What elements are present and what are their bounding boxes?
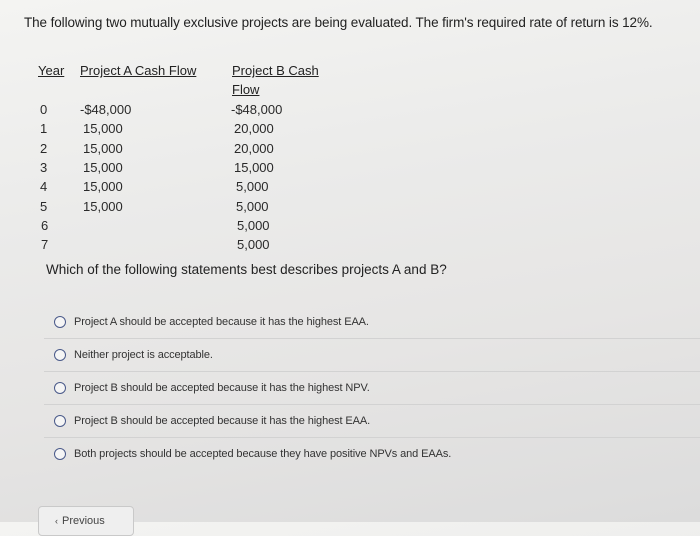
radio-button[interactable] <box>54 382 66 394</box>
project-b-cell: 5,000 <box>236 179 269 194</box>
project-b-cell: 20,000 <box>234 121 274 136</box>
answer-options <box>44 306 700 470</box>
answer-option[interactable] <box>44 405 700 438</box>
project-a-cell: 15,000 <box>83 121 123 136</box>
year-cell: 0 <box>40 102 48 117</box>
question-text: The following two mutually exclusive projects are being evaluated. The firm's required rate of return is 12%. <box>24 15 653 30</box>
answer-option[interactable] <box>44 306 700 339</box>
chevron-left-icon: ‹ <box>55 516 58 526</box>
year-cell: 3 <box>40 160 48 175</box>
answer-option-label: Project B should be accepted because it has the highest EAA. <box>74 415 371 427</box>
project-a-cell: 15,000 <box>83 179 123 194</box>
project-b-cell: 15,000 <box>234 160 274 175</box>
project-a-cell: 15,000 <box>83 199 123 214</box>
prompt-text: Which of the following statements best describes projects A and B? <box>46 262 447 277</box>
previous-button[interactable] <box>38 506 134 536</box>
year-cell: 7 <box>41 237 49 252</box>
year-header: Year <box>38 63 65 78</box>
previous-button-label: Previous <box>62 515 105 527</box>
answer-option[interactable] <box>44 438 700 470</box>
answer-option[interactable] <box>44 372 700 405</box>
radio-button[interactable] <box>54 316 66 328</box>
answer-option[interactable] <box>44 339 700 372</box>
year-cell: 2 <box>40 141 48 156</box>
project-a-cell: 15,000 <box>83 160 123 175</box>
project-a-cell: -$48,000 <box>80 102 132 117</box>
radio-button[interactable] <box>54 349 66 361</box>
radio-button[interactable] <box>54 415 66 427</box>
project-b-cell: 5,000 <box>237 237 270 252</box>
radio-button[interactable] <box>54 448 66 460</box>
project-b-cell: 20,000 <box>234 141 274 156</box>
year-cell: 6 <box>41 218 49 233</box>
answer-option-label: Neither project is acceptable. <box>74 349 213 361</box>
project-a-header: Project A Cash Flow <box>80 63 197 78</box>
answer-option-label: Project A should be accepted because it has the highest EAA. <box>74 316 369 328</box>
project-b-cell: 5,000 <box>236 199 269 214</box>
project-b-cell: 5,000 <box>237 218 270 233</box>
year-cell: 1 <box>40 121 48 136</box>
year-cell: 5 <box>40 199 48 214</box>
project-b-header-line2: Flow <box>232 82 260 97</box>
answer-option-label: Both projects should be accepted because they have positive NPVs and EAAs. <box>74 448 452 460</box>
answer-option-label: Project B should be accepted because it has the highest NPV. <box>74 382 370 394</box>
project-b-header-line1: Project B Cash <box>232 63 319 78</box>
project-b-cell: -$48,000 <box>231 102 283 117</box>
year-cell: 4 <box>40 179 48 194</box>
project-a-cell: 15,000 <box>83 141 123 156</box>
